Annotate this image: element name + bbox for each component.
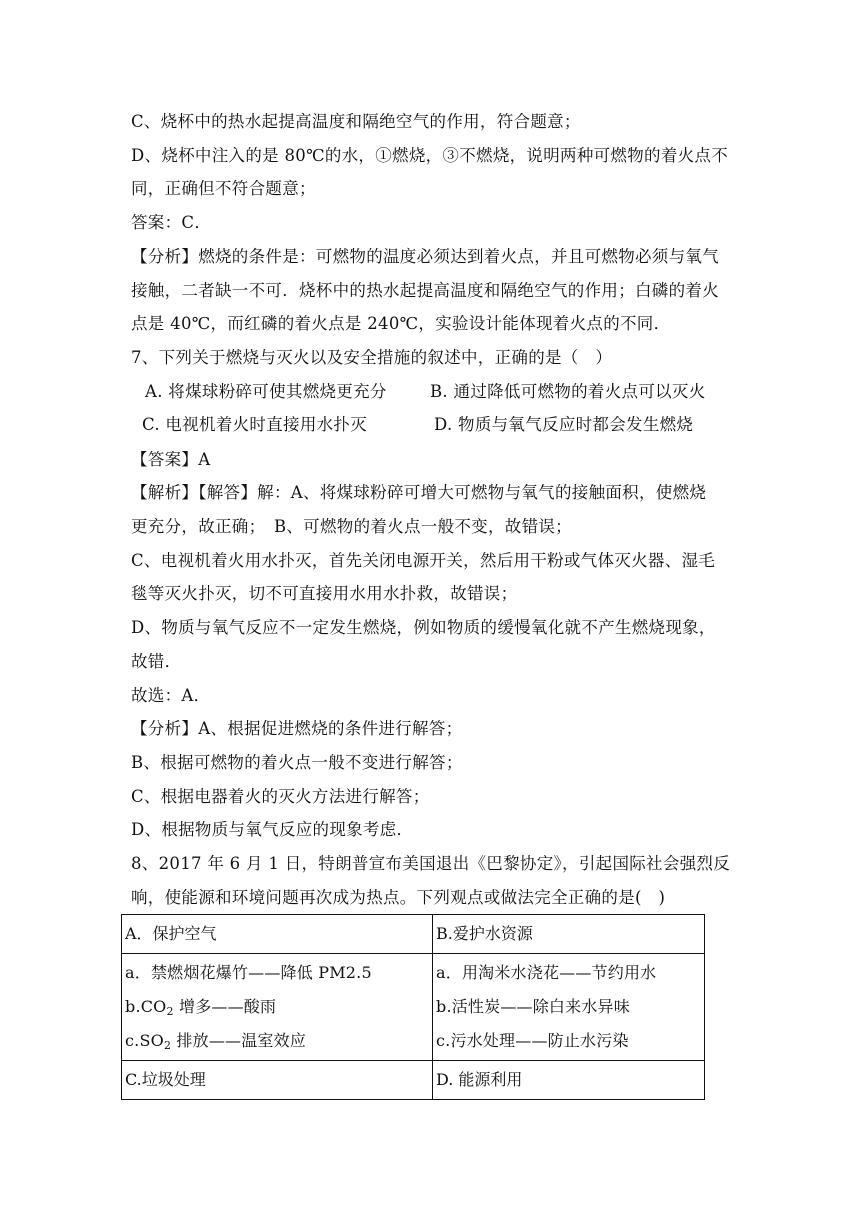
table-cell	[122, 1061, 433, 1100]
cell-heading: B.爱护水资源	[436, 924, 533, 943]
q7-option-c: C. 电视机着火时直接用水扑灭	[142, 415, 368, 434]
answer-line: 【答案】A	[131, 450, 211, 469]
solution-line: 【解析】【解答】解：A、将煤球粉碎可增大可燃物与氧气的接触面积，使燃烧	[131, 483, 707, 502]
q7-option-b: B. 通过降低可燃物的着火点可以灭火	[430, 382, 706, 401]
text-line: C、电视机着火用水扑灭，首先关闭电源开关，然后用干粉或气体灭火器、湿毛	[131, 551, 716, 570]
text-line: B、根据可燃物的着火点一般不变进行解答；	[131, 753, 463, 772]
cell-text: $c.SO_2$ 排放——温室效应	[125, 1031, 307, 1052]
table-cell	[122, 915, 433, 954]
cell-heading: A．保护空气	[125, 924, 217, 943]
cell-heading: D. 能源利用	[436, 1070, 523, 1089]
text-line: 同，正确但不符合题意；	[131, 179, 316, 198]
question-8-stem: 8、2017 年 6 月 1 日，特朗普宣布美国退出《巴黎协定》，引起国际社会强烈反	[131, 854, 731, 873]
table-cell	[433, 1061, 705, 1100]
table-row	[122, 1061, 705, 1100]
cell-text: c.污水处理——防止水污染	[436, 1031, 629, 1050]
q7-option-a: A. 将煤球粉碎可使其燃烧更充分	[145, 382, 387, 401]
cell-text: b.活性炭——除白来水异味	[436, 997, 630, 1016]
analysis-line: 【分析】A、根据促进燃烧的条件进行解答；	[131, 719, 463, 738]
q7-option-d: D. 物质与氧气反应时都会发生燃烧	[434, 415, 694, 434]
options-table	[121, 914, 705, 1100]
text-line: 故错．	[131, 652, 182, 671]
table-cell	[433, 954, 705, 1061]
text-line: 毯等灭火扑灭，切不可直接用水用水扑救，故错误；	[131, 584, 518, 603]
text-line: D、物质与氧气反应不一定发生燃烧，例如物质的缓慢氧化就不产生燃烧现象，	[131, 618, 716, 637]
text-line: 响，使能源和环境问题再次成为热点。下列观点或做法完全正确的是( )	[131, 888, 666, 907]
text-line: 故选：A．	[131, 686, 211, 705]
question-7-stem: 7、下列关于燃烧与灭火以及安全措施的叙述中，正确的是（ ）	[131, 348, 613, 367]
text-line: 点是 40℃，而红磷的着火点是 240℃，实验设计能体现着火点的不同．	[131, 314, 671, 333]
answer-line: 答案：C．	[131, 213, 212, 232]
table-row	[122, 954, 705, 1061]
text-line: C、根据电器着火的灭火方法进行解答；	[131, 787, 430, 806]
text-line: C、烧杯中的热水起提高温度和隔绝空气的作用，符合题意；	[131, 112, 581, 131]
text-line: D、烧杯中注入的是 80℃的水，①燃烧，③不燃烧，说明两种可燃物的着火点不	[131, 146, 729, 165]
table-row	[122, 915, 705, 954]
cell-text: a．用淘米水浇花——节约用水	[436, 963, 657, 982]
analysis-line: 【分析】燃烧的条件是：可燃物的温度必须达到着火点，并且可燃物必须与氧气	[131, 247, 719, 266]
text-line: 接触，二者缺一不可．烧杯中的热水起提高温度和隔绝空气的作用；白磷的着火	[131, 281, 719, 300]
text-line: 更充分，故正确； B、可燃物的着火点一般不变，故错误；	[131, 517, 572, 536]
table-cell	[122, 954, 433, 1061]
table-cell	[433, 915, 705, 954]
cell-heading: C.垃圾处理	[125, 1070, 206, 1089]
cell-text: $b.CO_2$ 增多——酸雨	[125, 997, 277, 1018]
text-line: D、根据物质与氧气反应的现象考虑．	[131, 820, 414, 839]
cell-text: a．禁燃烟花爆竹——降低 PM2.5	[125, 963, 372, 982]
